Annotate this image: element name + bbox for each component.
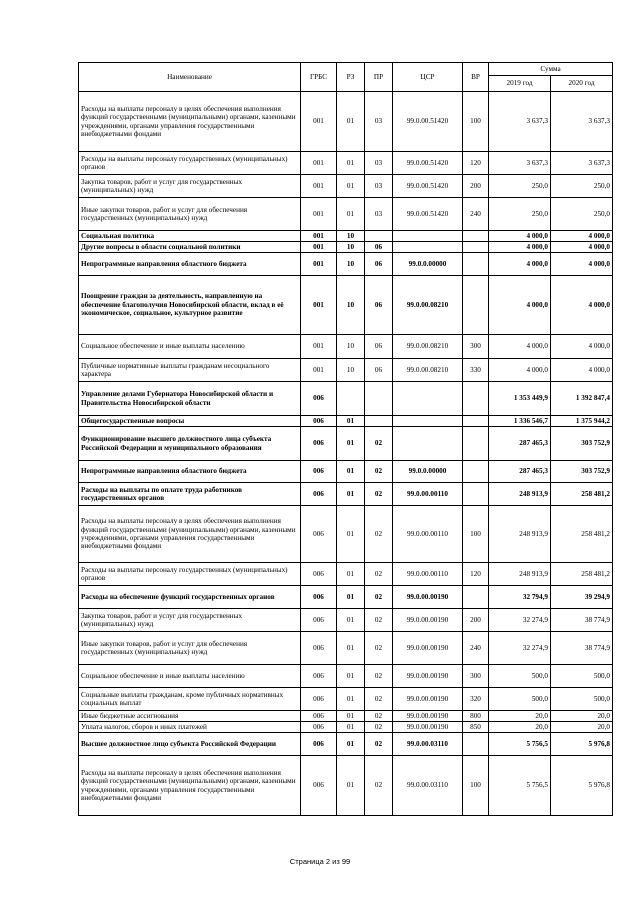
cell-2019: 248 913,9	[489, 506, 551, 563]
cell-grbs: 006	[301, 733, 337, 756]
cell-rz: 01	[337, 756, 365, 816]
col-header-rz: РЗ	[337, 63, 365, 92]
table-row	[79, 756, 613, 816]
cell-2020: 258 481,2	[551, 483, 613, 506]
cell-2020: 500,0	[551, 688, 613, 711]
cell-2019: 4 000,0	[489, 242, 551, 253]
cell-grbs: 006	[301, 722, 337, 733]
cell-pr: 03	[365, 92, 393, 152]
cell-rz: 01	[337, 483, 365, 506]
cell-csr: 99.0.00.00110	[393, 506, 463, 563]
cell-2019: 3 637,3	[489, 92, 551, 152]
cell-2020: 39 294,9	[551, 586, 613, 609]
cell-csr	[393, 242, 463, 253]
cell-csr: 99.0.00.51420	[393, 175, 463, 198]
cell-pr: 02	[365, 665, 393, 688]
cell-rz: 01	[337, 427, 365, 461]
cell-2019: 500,0	[489, 665, 551, 688]
cell-2019: 32 794,9	[489, 586, 551, 609]
table-row	[79, 632, 613, 665]
cell-rz: 01	[337, 688, 365, 711]
cell-grbs: 006	[301, 483, 337, 506]
cell-2020: 4 000,0	[551, 231, 613, 242]
cell-vr	[463, 231, 489, 242]
cell-name: Функционирование высшего должностного лица субъекта Российской Федерации и муниципального образования	[79, 427, 301, 461]
cell-2020: 20,0	[551, 711, 613, 722]
cell-grbs: 006	[301, 416, 337, 427]
cell-pr: 06	[365, 276, 393, 335]
cell-grbs: 001	[301, 242, 337, 253]
cell-2019: 5 756,5	[489, 756, 551, 816]
table-row	[79, 461, 613, 483]
cell-pr: 06	[365, 335, 393, 359]
page-footer: Страница 2 из 99	[289, 857, 351, 866]
cell-csr: 99.0.00.51420	[393, 92, 463, 152]
table-row	[79, 506, 613, 563]
cell-rz: 01	[337, 632, 365, 665]
cell-csr: 99.0.00.00190	[393, 586, 463, 609]
cell-vr: 100	[463, 92, 489, 152]
cell-rz: 10	[337, 242, 365, 253]
cell-csr: 99.0.00.08210	[393, 276, 463, 335]
cell-vr	[463, 483, 489, 506]
cell-rz: 01	[337, 416, 365, 427]
cell-vr	[463, 427, 489, 461]
cell-rz: 01	[337, 722, 365, 733]
cell-rz: 01	[337, 586, 365, 609]
cell-pr: 02	[365, 586, 393, 609]
cell-2020: 5 976,8	[551, 756, 613, 816]
cell-name: Высшее должностное лицо субъекта Российской Федерации	[79, 733, 301, 756]
cell-grbs: 001	[301, 92, 337, 152]
table-row	[79, 359, 613, 382]
cell-2020: 258 481,2	[551, 563, 613, 586]
cell-vr: 850	[463, 722, 489, 733]
cell-vr: 240	[463, 198, 489, 231]
cell-name: Социальное обеспечение и иные выплаты населению	[79, 335, 301, 359]
cell-vr: 120	[463, 152, 489, 175]
table-row	[79, 416, 613, 427]
cell-grbs: 001	[301, 198, 337, 231]
cell-2020: 38 774,9	[551, 632, 613, 665]
cell-pr: 02	[365, 688, 393, 711]
cell-vr: 330	[463, 359, 489, 382]
cell-2019: 1 353 449,9	[489, 382, 551, 416]
cell-rz: 01	[337, 175, 365, 198]
cell-name: Расходы на выплаты персоналу государственных (муниципальных) органов	[79, 563, 301, 586]
cell-2020: 5 976,8	[551, 733, 613, 756]
cell-csr: 99.0.00.51420	[393, 152, 463, 175]
cell-name: Расходы на выплаты персоналу в целях обеспечения выполнения функций государственными (муниципальными) органами, казенными учреждениями, органами управления государственными внебюджетными фондами	[79, 756, 301, 816]
cell-pr	[365, 231, 393, 242]
table-row	[79, 586, 613, 609]
cell-grbs: 006	[301, 382, 337, 416]
cell-name: Управление делами Губернатора Новосибирской области и Правительства Новосибирской области	[79, 382, 301, 416]
cell-rz: 01	[337, 711, 365, 722]
cell-csr: 99.0.00.00110	[393, 483, 463, 506]
cell-vr: 240	[463, 632, 489, 665]
table-row	[79, 242, 613, 253]
cell-name: Иные бюджетные ассигнования	[79, 711, 301, 722]
cell-pr	[365, 416, 393, 427]
cell-name: Другие вопросы в области социальной политики	[79, 242, 301, 253]
cell-csr: 99.0.00.00190	[393, 711, 463, 722]
cell-csr: 99.0.00.00190	[393, 722, 463, 733]
cell-csr: 99.0.00.00110	[393, 563, 463, 586]
table-row	[79, 253, 613, 276]
table-row	[79, 382, 613, 416]
cell-rz: 01	[337, 609, 365, 632]
cell-vr	[463, 586, 489, 609]
cell-vr: 300	[463, 335, 489, 359]
cell-name: Непрограммные направления областного бюджета	[79, 253, 301, 276]
cell-pr: 06	[365, 253, 393, 276]
cell-csr	[393, 231, 463, 242]
table-row	[79, 609, 613, 632]
cell-grbs: 006	[301, 427, 337, 461]
cell-2020: 303 752,9	[551, 461, 613, 483]
cell-rz: 10	[337, 231, 365, 242]
cell-2020: 4 000,0	[551, 335, 613, 359]
col-header-sum: Сумма	[489, 63, 613, 76]
cell-vr: 120	[463, 563, 489, 586]
cell-name: Публичные нормативные выплаты гражданам несоциального характера	[79, 359, 301, 382]
cell-2019: 500,0	[489, 688, 551, 711]
cell-pr	[365, 382, 393, 416]
cell-vr	[463, 253, 489, 276]
table-header	[79, 63, 613, 92]
cell-vr: 100	[463, 506, 489, 563]
cell-2020: 250,0	[551, 175, 613, 198]
cell-rz: 01	[337, 461, 365, 483]
cell-name: Социальная политика	[79, 231, 301, 242]
cell-csr	[393, 416, 463, 427]
cell-name: Поощрение граждан за деятельность, направленную на обеспечение благополучия Новосибирской области, вклад в её экономическое, социальное, культурное развитие	[79, 276, 301, 335]
cell-pr: 02	[365, 427, 393, 461]
cell-2019: 287 465,3	[489, 461, 551, 483]
cell-grbs: 006	[301, 586, 337, 609]
cell-grbs: 001	[301, 152, 337, 175]
cell-csr: 99.0.00.51420	[393, 198, 463, 231]
cell-2019: 20,0	[489, 722, 551, 733]
cell-pr: 06	[365, 242, 393, 253]
cell-rz: 01	[337, 92, 365, 152]
cell-grbs: 006	[301, 461, 337, 483]
table-row	[79, 563, 613, 586]
cell-vr: 800	[463, 711, 489, 722]
cell-2019: 5 756,5	[489, 733, 551, 756]
cell-2020: 3 637,3	[551, 152, 613, 175]
cell-pr: 03	[365, 175, 393, 198]
cell-grbs: 006	[301, 632, 337, 665]
cell-grbs: 006	[301, 563, 337, 586]
cell-name: Закупка товаров, работ и услуг для государственных (муниципальных) нужд	[79, 609, 301, 632]
cell-csr: 99.0.0.00000	[393, 253, 463, 276]
cell-2019: 20,0	[489, 711, 551, 722]
cell-pr: 03	[365, 198, 393, 231]
cell-2020: 1 375 944,2	[551, 416, 613, 427]
cell-csr: 99.0.0.00000	[393, 461, 463, 483]
cell-name: Уплата налогов, сборов и иных платежей	[79, 722, 301, 733]
cell-2020: 4 000,0	[551, 242, 613, 253]
cell-2020: 20,0	[551, 722, 613, 733]
cell-pr: 02	[365, 733, 393, 756]
cell-name: Иные закупки товаров, работ и услуг для обеспечения государственных (муниципальных) нужд	[79, 198, 301, 231]
cell-2019: 4 000,0	[489, 359, 551, 382]
cell-grbs: 001	[301, 276, 337, 335]
cell-vr	[463, 382, 489, 416]
cell-2019: 4 000,0	[489, 253, 551, 276]
cell-2020: 1 392 847,4	[551, 382, 613, 416]
cell-2019: 250,0	[489, 175, 551, 198]
cell-2020: 250,0	[551, 198, 613, 231]
col-header-2020: 2020 год	[551, 76, 613, 92]
cell-rz	[337, 382, 365, 416]
cell-2019: 1 336 546,7	[489, 416, 551, 427]
cell-name: Иные закупки товаров, работ и услуг для обеспечения государственных (муниципальных) нужд	[79, 632, 301, 665]
cell-pr: 03	[365, 152, 393, 175]
cell-grbs: 001	[301, 335, 337, 359]
table-row	[79, 276, 613, 335]
cell-rz: 10	[337, 253, 365, 276]
cell-vr	[463, 461, 489, 483]
col-header-csr: ЦСР	[393, 63, 463, 92]
cell-pr: 02	[365, 506, 393, 563]
cell-2020: 303 752,9	[551, 427, 613, 461]
cell-2020: 3 637,3	[551, 92, 613, 152]
cell-rz: 01	[337, 152, 365, 175]
cell-pr: 02	[365, 609, 393, 632]
cell-pr: 02	[365, 722, 393, 733]
table-row	[79, 733, 613, 756]
cell-name: Социальные выплаты гражданам, кроме публичных нормативных социальных выплат	[79, 688, 301, 711]
cell-csr: 99.0.00.00190	[393, 665, 463, 688]
cell-2019: 4 000,0	[489, 231, 551, 242]
cell-vr: 320	[463, 688, 489, 711]
table-row	[79, 483, 613, 506]
cell-pr: 02	[365, 461, 393, 483]
cell-grbs: 006	[301, 506, 337, 563]
cell-2019: 32 274,9	[489, 632, 551, 665]
cell-csr: 99.0.00.08210	[393, 359, 463, 382]
cell-2020: 4 000,0	[551, 359, 613, 382]
cell-vr: 100	[463, 756, 489, 816]
cell-rz: 10	[337, 335, 365, 359]
cell-pr: 02	[365, 756, 393, 816]
cell-pr: 02	[365, 483, 393, 506]
cell-grbs: 001	[301, 253, 337, 276]
cell-rz: 10	[337, 276, 365, 335]
col-header-vr: ВР	[463, 63, 489, 92]
cell-grbs: 001	[301, 231, 337, 242]
cell-csr: 99.0.00.03110	[393, 756, 463, 816]
cell-vr	[463, 416, 489, 427]
cell-rz: 01	[337, 665, 365, 688]
cell-csr: 99.0.00.00190	[393, 688, 463, 711]
cell-rz: 10	[337, 359, 365, 382]
table-row	[79, 231, 613, 242]
cell-name: Расходы на выплаты персоналу в целях обеспечения выполнения функций государственными (муниципальными) органами, казенными учреждениями, органами управления государственными внебюджетными фондами	[79, 92, 301, 152]
cell-vr	[463, 242, 489, 253]
cell-2020: 258 481,2	[551, 506, 613, 563]
cell-csr: 99.0.00.00190	[393, 609, 463, 632]
cell-2019: 250,0	[489, 198, 551, 231]
cell-2020: 500,0	[551, 665, 613, 688]
table-body	[79, 92, 613, 816]
cell-2019: 248 913,9	[489, 563, 551, 586]
cell-vr	[463, 733, 489, 756]
cell-name: Расходы на обеспечение функций государственных органов	[79, 586, 301, 609]
cell-csr: 99.0.00.03110	[393, 733, 463, 756]
cell-2020: 4 000,0	[551, 253, 613, 276]
cell-name: Закупка товаров, работ и услуг для государственных (муниципальных) нужд	[79, 175, 301, 198]
cell-grbs: 001	[301, 175, 337, 198]
cell-2019: 3 637,3	[489, 152, 551, 175]
cell-2019: 287 465,3	[489, 427, 551, 461]
cell-vr: 200	[463, 609, 489, 632]
cell-name: Непрограммные направления областного бюджета	[79, 461, 301, 483]
table-row	[79, 711, 613, 722]
cell-pr: 02	[365, 563, 393, 586]
cell-name: Расходы на выплаты по оплате труда работников государственных органов	[79, 483, 301, 506]
cell-name: Общегосударственные вопросы	[79, 416, 301, 427]
budget-table	[78, 62, 613, 816]
cell-2019: 4 000,0	[489, 276, 551, 335]
cell-csr: 99.0.00.08210	[393, 335, 463, 359]
col-header-pr: ПР	[365, 63, 393, 92]
cell-rz: 01	[337, 198, 365, 231]
cell-name: Расходы на выплаты персоналу в целях обеспечения выполнения функций государственными (муниципальными) органами, казенными учреждениями, органами управления государственными внебюджетными фондами	[79, 506, 301, 563]
cell-rz: 01	[337, 733, 365, 756]
cell-grbs: 006	[301, 688, 337, 711]
col-header-name: Наименование	[79, 63, 301, 92]
cell-pr: 06	[365, 359, 393, 382]
cell-2019: 4 000,0	[489, 335, 551, 359]
table-row	[79, 198, 613, 231]
cell-2020: 38 774,9	[551, 609, 613, 632]
cell-grbs: 006	[301, 756, 337, 816]
cell-vr	[463, 276, 489, 335]
cell-csr: 99.0.00.00190	[393, 632, 463, 665]
cell-csr	[393, 427, 463, 461]
table-row	[79, 92, 613, 152]
table-row	[79, 427, 613, 461]
cell-name: Социальное обеспечение и иные выплаты населению	[79, 665, 301, 688]
cell-2019: 248 913,9	[489, 483, 551, 506]
cell-grbs: 006	[301, 665, 337, 688]
cell-2019: 32 274,9	[489, 609, 551, 632]
cell-pr: 02	[365, 632, 393, 665]
cell-vr: 300	[463, 665, 489, 688]
table-row	[79, 175, 613, 198]
col-header-grbs: ГРБС	[301, 63, 337, 92]
cell-grbs: 006	[301, 609, 337, 632]
cell-2020: 4 000,0	[551, 276, 613, 335]
table-row	[79, 688, 613, 711]
cell-rz: 01	[337, 563, 365, 586]
cell-pr: 02	[365, 711, 393, 722]
table-row	[79, 152, 613, 175]
cell-name: Расходы на выплаты персоналу государственных (муниципальных) органов	[79, 152, 301, 175]
table-row	[79, 335, 613, 359]
cell-csr	[393, 382, 463, 416]
table-row	[79, 722, 613, 733]
cell-grbs: 001	[301, 359, 337, 382]
col-header-2019: 2019 год	[489, 76, 551, 92]
cell-vr: 200	[463, 175, 489, 198]
table-row	[79, 665, 613, 688]
cell-grbs: 006	[301, 711, 337, 722]
cell-rz: 01	[337, 506, 365, 563]
